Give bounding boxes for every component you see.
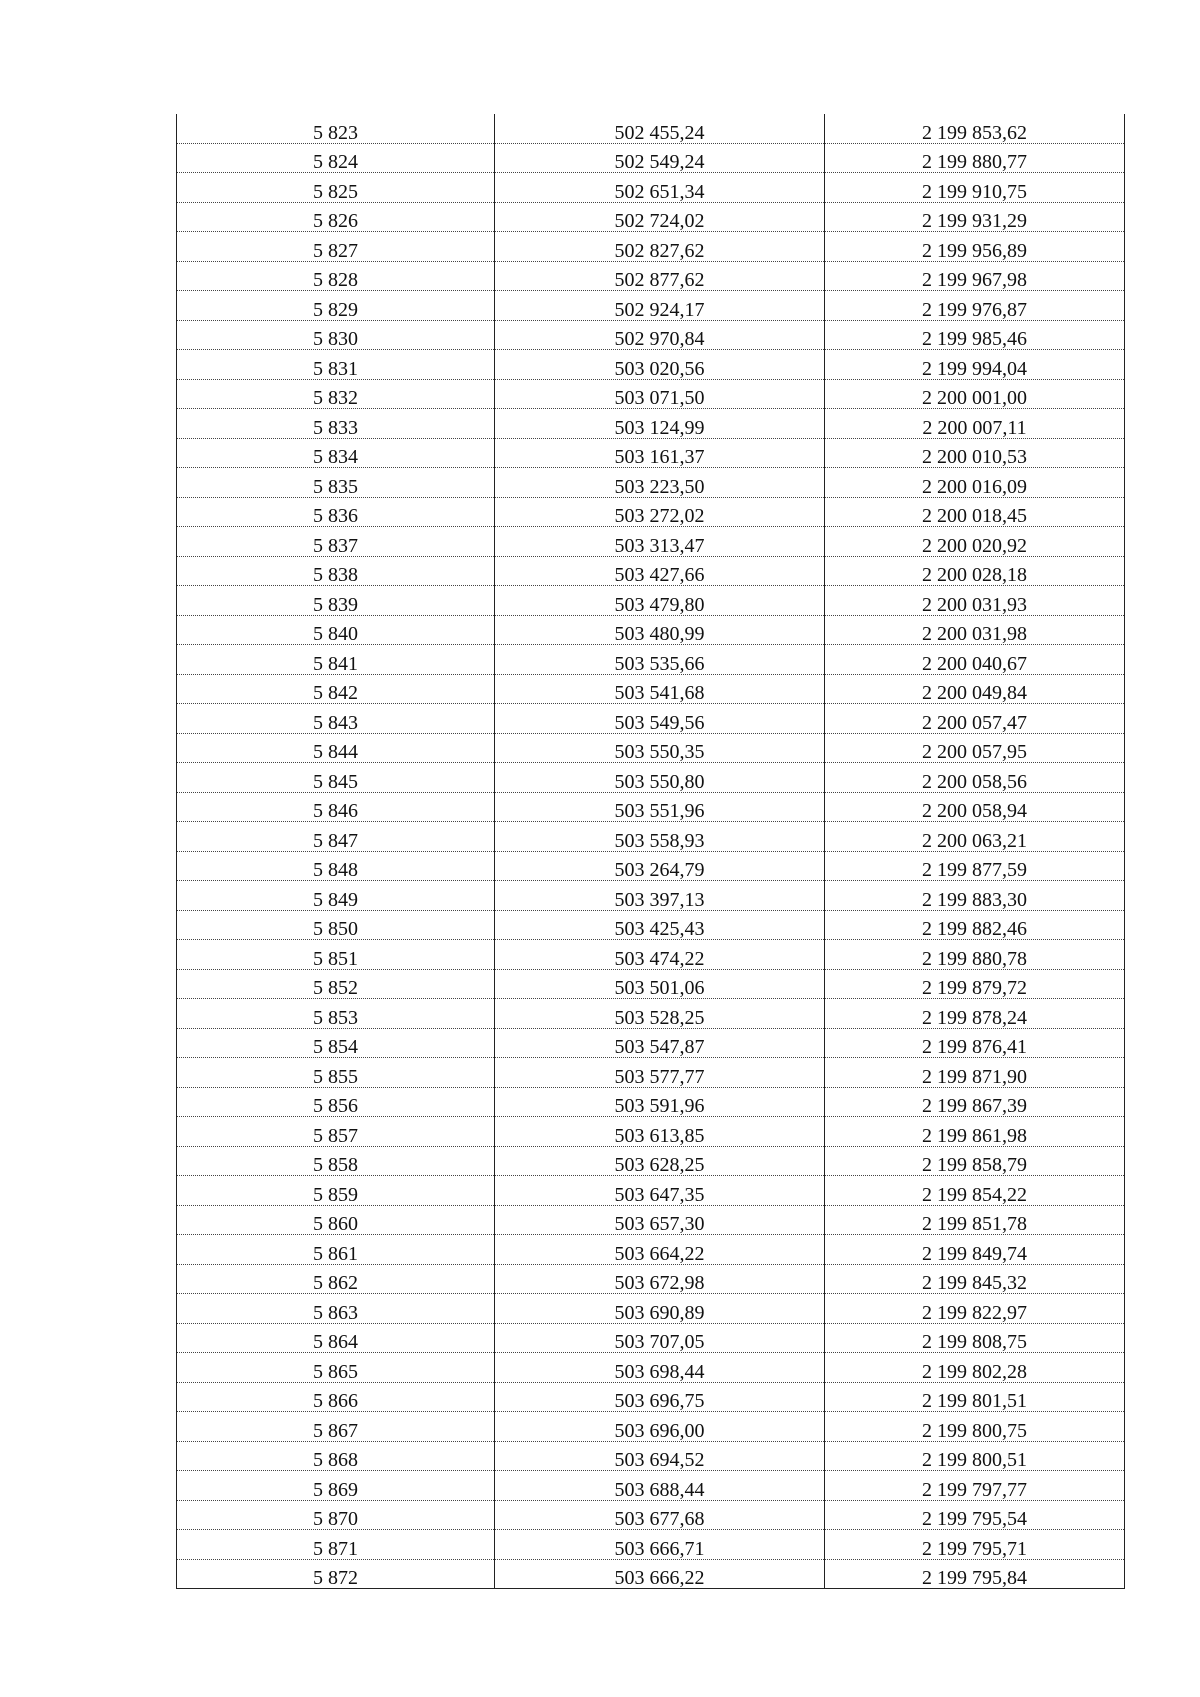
table-row	[177, 202, 1125, 232]
x-coordinate-cell: 502 877,62	[495, 261, 825, 291]
x-coordinate-cell: 503 223,50	[495, 468, 825, 498]
point-number-cell: 5 853	[177, 999, 495, 1029]
table-row	[177, 1058, 1125, 1088]
y-coordinate-cell: 2 199 795,84	[825, 1559, 1125, 1589]
point-number-cell: 5 846	[177, 792, 495, 822]
point-number-cell: 5 842	[177, 674, 495, 704]
table-row	[177, 733, 1125, 763]
table-row	[177, 497, 1125, 527]
point-number-cell: 5 837	[177, 527, 495, 557]
point-number-cell: 5 836	[177, 497, 495, 527]
x-coordinate-cell: 503 551,96	[495, 792, 825, 822]
y-coordinate-cell: 2 199 882,46	[825, 910, 1125, 940]
x-coordinate-cell: 503 549,56	[495, 704, 825, 734]
x-coordinate-cell: 503 666,71	[495, 1530, 825, 1560]
x-coordinate-cell: 503 664,22	[495, 1235, 825, 1265]
x-coordinate-cell: 502 924,17	[495, 291, 825, 321]
x-coordinate-cell: 503 535,66	[495, 645, 825, 675]
table-row	[177, 379, 1125, 409]
point-number-cell: 5 861	[177, 1235, 495, 1265]
table-body	[177, 114, 1125, 1589]
x-coordinate-cell: 503 479,80	[495, 586, 825, 616]
point-number-cell: 5 844	[177, 733, 495, 763]
point-number-cell: 5 869	[177, 1471, 495, 1501]
point-number-cell: 5 862	[177, 1264, 495, 1294]
table-row	[177, 114, 1125, 143]
table-row	[177, 1087, 1125, 1117]
table-row	[177, 1471, 1125, 1501]
y-coordinate-cell: 2 199 849,74	[825, 1235, 1125, 1265]
table-row	[177, 527, 1125, 557]
x-coordinate-cell: 503 688,44	[495, 1471, 825, 1501]
y-coordinate-cell: 2 200 040,67	[825, 645, 1125, 675]
x-coordinate-cell: 503 550,35	[495, 733, 825, 763]
point-number-cell: 5 841	[177, 645, 495, 675]
y-coordinate-cell: 2 199 854,22	[825, 1176, 1125, 1206]
x-coordinate-cell: 503 647,35	[495, 1176, 825, 1206]
point-number-cell: 5 868	[177, 1441, 495, 1471]
y-coordinate-cell: 2 199 878,24	[825, 999, 1125, 1029]
y-coordinate-cell: 2 199 883,30	[825, 881, 1125, 911]
y-coordinate-cell: 2 200 057,47	[825, 704, 1125, 734]
y-coordinate-cell: 2 199 797,77	[825, 1471, 1125, 1501]
table-row	[177, 1235, 1125, 1265]
table-row	[177, 1294, 1125, 1324]
table-row	[177, 1559, 1125, 1589]
point-number-cell: 5 835	[177, 468, 495, 498]
table-row	[177, 261, 1125, 291]
x-coordinate-cell: 503 124,99	[495, 409, 825, 439]
x-coordinate-cell: 502 827,62	[495, 232, 825, 262]
point-number-cell: 5 851	[177, 940, 495, 970]
x-coordinate-cell: 503 397,13	[495, 881, 825, 911]
point-number-cell: 5 826	[177, 202, 495, 232]
point-number-cell: 5 857	[177, 1117, 495, 1147]
point-number-cell: 5 848	[177, 851, 495, 881]
table-row	[177, 291, 1125, 321]
y-coordinate-cell: 2 199 867,39	[825, 1087, 1125, 1117]
table-row	[177, 969, 1125, 999]
x-coordinate-cell: 502 549,24	[495, 143, 825, 173]
x-coordinate-cell: 503 272,02	[495, 497, 825, 527]
x-coordinate-cell: 503 161,37	[495, 438, 825, 468]
y-coordinate-cell: 2 199 861,98	[825, 1117, 1125, 1147]
table-row	[177, 1176, 1125, 1206]
point-number-cell: 5 864	[177, 1323, 495, 1353]
y-coordinate-cell: 2 200 057,95	[825, 733, 1125, 763]
table-row	[177, 438, 1125, 468]
y-coordinate-cell: 2 200 058,56	[825, 763, 1125, 793]
y-coordinate-cell: 2 199 880,78	[825, 940, 1125, 970]
x-coordinate-cell: 503 020,56	[495, 350, 825, 380]
point-number-cell: 5 852	[177, 969, 495, 999]
x-coordinate-cell: 502 724,02	[495, 202, 825, 232]
point-number-cell: 5 831	[177, 350, 495, 380]
y-coordinate-cell: 2 199 994,04	[825, 350, 1125, 380]
table-row	[177, 940, 1125, 970]
point-number-cell: 5 870	[177, 1500, 495, 1530]
table-row	[177, 143, 1125, 173]
x-coordinate-cell: 503 677,68	[495, 1500, 825, 1530]
table-row	[177, 1530, 1125, 1560]
x-coordinate-cell: 503 707,05	[495, 1323, 825, 1353]
y-coordinate-cell: 2 199 967,98	[825, 261, 1125, 291]
x-coordinate-cell: 503 698,44	[495, 1353, 825, 1383]
table-row	[177, 232, 1125, 262]
table-row	[177, 1264, 1125, 1294]
x-coordinate-cell: 503 313,47	[495, 527, 825, 557]
y-coordinate-cell: 2 199 800,51	[825, 1441, 1125, 1471]
table-row	[177, 1205, 1125, 1235]
table-row	[177, 1500, 1125, 1530]
y-coordinate-cell: 2 200 001,00	[825, 379, 1125, 409]
point-number-cell: 5 828	[177, 261, 495, 291]
table-row	[177, 645, 1125, 675]
y-coordinate-cell: 2 199 822,97	[825, 1294, 1125, 1324]
x-coordinate-cell: 503 666,22	[495, 1559, 825, 1589]
x-coordinate-cell: 503 628,25	[495, 1146, 825, 1176]
x-coordinate-cell: 503 690,89	[495, 1294, 825, 1324]
y-coordinate-cell: 2 200 063,21	[825, 822, 1125, 852]
y-coordinate-cell: 2 199 879,72	[825, 969, 1125, 999]
point-number-cell: 5 845	[177, 763, 495, 793]
table-row	[177, 851, 1125, 881]
point-number-cell: 5 824	[177, 143, 495, 173]
table-row	[177, 792, 1125, 822]
point-number-cell: 5 830	[177, 320, 495, 350]
x-coordinate-cell: 503 547,87	[495, 1028, 825, 1058]
table-row	[177, 1441, 1125, 1471]
table-row	[177, 615, 1125, 645]
x-coordinate-cell: 503 696,00	[495, 1412, 825, 1442]
y-coordinate-cell: 2 199 880,77	[825, 143, 1125, 173]
x-coordinate-cell: 503 071,50	[495, 379, 825, 409]
point-number-cell: 5 854	[177, 1028, 495, 1058]
point-number-cell: 5 856	[177, 1087, 495, 1117]
point-number-cell: 5 866	[177, 1382, 495, 1412]
y-coordinate-cell: 2 199 956,89	[825, 232, 1125, 262]
y-coordinate-cell: 2 200 018,45	[825, 497, 1125, 527]
x-coordinate-cell: 503 591,96	[495, 1087, 825, 1117]
table-row	[177, 881, 1125, 911]
table-row	[177, 1117, 1125, 1147]
table-row	[177, 1412, 1125, 1442]
point-number-cell: 5 823	[177, 114, 495, 143]
table-row	[177, 999, 1125, 1029]
y-coordinate-cell: 2 199 985,46	[825, 320, 1125, 350]
y-coordinate-cell: 2 200 010,53	[825, 438, 1125, 468]
y-coordinate-cell: 2 199 808,75	[825, 1323, 1125, 1353]
y-coordinate-cell: 2 199 871,90	[825, 1058, 1125, 1088]
y-coordinate-cell: 2 199 795,54	[825, 1500, 1125, 1530]
x-coordinate-cell: 503 550,80	[495, 763, 825, 793]
point-number-cell: 5 871	[177, 1530, 495, 1560]
x-coordinate-cell: 503 694,52	[495, 1441, 825, 1471]
y-coordinate-cell: 2 200 049,84	[825, 674, 1125, 704]
x-coordinate-cell: 503 541,68	[495, 674, 825, 704]
x-coordinate-cell: 503 657,30	[495, 1205, 825, 1235]
point-number-cell: 5 839	[177, 586, 495, 616]
y-coordinate-cell: 2 199 910,75	[825, 173, 1125, 203]
x-coordinate-cell: 503 558,93	[495, 822, 825, 852]
coordinates-table	[176, 114, 1125, 1589]
x-coordinate-cell: 502 970,84	[495, 320, 825, 350]
table-row	[177, 556, 1125, 586]
point-number-cell: 5 847	[177, 822, 495, 852]
y-coordinate-cell: 2 200 020,92	[825, 527, 1125, 557]
point-number-cell: 5 849	[177, 881, 495, 911]
table-row	[177, 320, 1125, 350]
table-row	[177, 674, 1125, 704]
x-coordinate-cell: 503 696,75	[495, 1382, 825, 1412]
point-number-cell: 5 834	[177, 438, 495, 468]
y-coordinate-cell: 2 200 031,98	[825, 615, 1125, 645]
table-row	[177, 763, 1125, 793]
point-number-cell: 5 872	[177, 1559, 495, 1589]
table-row	[177, 1028, 1125, 1058]
y-coordinate-cell: 2 199 858,79	[825, 1146, 1125, 1176]
table-row	[177, 173, 1125, 203]
y-coordinate-cell: 2 200 028,18	[825, 556, 1125, 586]
y-coordinate-cell: 2 199 802,28	[825, 1353, 1125, 1383]
point-number-cell: 5 833	[177, 409, 495, 439]
point-number-cell: 5 850	[177, 910, 495, 940]
y-coordinate-cell: 2 199 976,87	[825, 291, 1125, 321]
table-row	[177, 409, 1125, 439]
point-number-cell: 5 838	[177, 556, 495, 586]
y-coordinate-cell: 2 199 931,29	[825, 202, 1125, 232]
y-coordinate-cell: 2 199 876,41	[825, 1028, 1125, 1058]
y-coordinate-cell: 2 199 851,78	[825, 1205, 1125, 1235]
table-row	[177, 1146, 1125, 1176]
y-coordinate-cell: 2 200 007,11	[825, 409, 1125, 439]
point-number-cell: 5 855	[177, 1058, 495, 1088]
table-row	[177, 468, 1125, 498]
x-coordinate-cell: 503 480,99	[495, 615, 825, 645]
table-row	[177, 1323, 1125, 1353]
x-coordinate-cell: 502 651,34	[495, 173, 825, 203]
x-coordinate-cell: 503 528,25	[495, 999, 825, 1029]
table-row	[177, 1353, 1125, 1383]
table-row	[177, 910, 1125, 940]
table-row	[177, 822, 1125, 852]
x-coordinate-cell: 503 264,79	[495, 851, 825, 881]
table-row	[177, 350, 1125, 380]
table-row	[177, 586, 1125, 616]
y-coordinate-cell: 2 199 795,71	[825, 1530, 1125, 1560]
point-number-cell: 5 867	[177, 1412, 495, 1442]
point-number-cell: 5 827	[177, 232, 495, 262]
point-number-cell: 5 840	[177, 615, 495, 645]
x-coordinate-cell: 503 474,22	[495, 940, 825, 970]
x-coordinate-cell: 503 501,06	[495, 969, 825, 999]
point-number-cell: 5 863	[177, 1294, 495, 1324]
point-number-cell: 5 860	[177, 1205, 495, 1235]
x-coordinate-cell: 503 577,77	[495, 1058, 825, 1088]
table-row	[177, 704, 1125, 734]
y-coordinate-cell: 2 200 016,09	[825, 468, 1125, 498]
y-coordinate-cell: 2 199 877,59	[825, 851, 1125, 881]
point-number-cell: 5 859	[177, 1176, 495, 1206]
x-coordinate-cell: 503 672,98	[495, 1264, 825, 1294]
x-coordinate-cell: 503 613,85	[495, 1117, 825, 1147]
y-coordinate-cell: 2 199 801,51	[825, 1382, 1125, 1412]
point-number-cell: 5 858	[177, 1146, 495, 1176]
point-number-cell: 5 829	[177, 291, 495, 321]
y-coordinate-cell: 2 199 853,62	[825, 114, 1125, 143]
x-coordinate-cell: 503 427,66	[495, 556, 825, 586]
table-row	[177, 1382, 1125, 1412]
point-number-cell: 5 832	[177, 379, 495, 409]
y-coordinate-cell: 2 200 058,94	[825, 792, 1125, 822]
x-coordinate-cell: 503 425,43	[495, 910, 825, 940]
y-coordinate-cell: 2 199 800,75	[825, 1412, 1125, 1442]
point-number-cell: 5 865	[177, 1353, 495, 1383]
y-coordinate-cell: 2 199 845,32	[825, 1264, 1125, 1294]
point-number-cell: 5 825	[177, 173, 495, 203]
point-number-cell: 5 843	[177, 704, 495, 734]
x-coordinate-cell: 502 455,24	[495, 114, 825, 143]
y-coordinate-cell: 2 200 031,93	[825, 586, 1125, 616]
